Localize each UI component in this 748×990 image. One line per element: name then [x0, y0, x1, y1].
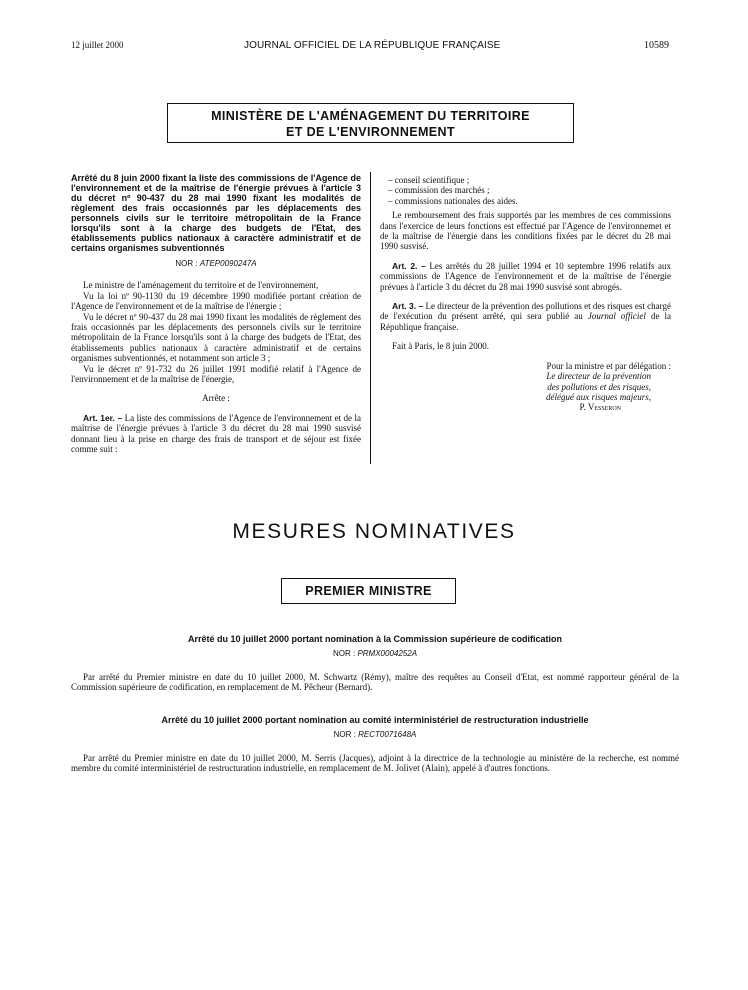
arrete-word: Arrête :	[202, 393, 230, 404]
ministry-line-1: MINISTÈRE DE L'AMÉNAGEMENT DU TERRITOIRE	[211, 109, 530, 123]
nor-code: RECT0071648A	[358, 730, 417, 739]
nomination-2-body	[71, 753, 679, 774]
ministry-line-2: ET DE L'ENVIRONNEMENT	[285, 125, 456, 139]
nomination-2-title: Arrêté du 10 juillet 2000 portant nomination au comité interministériel de restructuration industrielle	[161, 715, 589, 725]
signature-title-3: délégué aux risques majeurs,	[546, 391, 651, 402]
article-3	[380, 301, 671, 332]
journal-officiel-ref: Journal officiel	[587, 311, 646, 322]
nor-reference	[71, 259, 361, 269]
nomination-1-nor	[71, 649, 679, 658]
nomination-1-text: Par arrêté du Premier ministre en date du 10 juillet 2000, M. Schwartz (Rémy), maître des requêtes au Conseil d'Etat, est nommé rapporteur général de la Commission supérieure de codification, en remplacement de M. Pêcheur (Bernard).	[71, 672, 679, 693]
signature-title-2: des pollutions et des risques,	[547, 381, 651, 392]
page-number: 10589	[644, 40, 669, 51]
list-item: – commissions nationales des aides.	[388, 195, 518, 206]
premier-ministre-box	[281, 578, 456, 604]
article-1	[71, 413, 361, 455]
nomination-1-title: Arrêté du 10 juillet 2000 portant nomination à la Commission supérieure de codification	[187, 634, 563, 644]
header-title: JOURNAL OFFICIEL DE LA RÉPUBLIQUE FRANÇAISE	[244, 40, 501, 51]
article-1-text: La liste des commissions de l'Agence de l'environnement et de la maîtrise de l'énergie prévues à l'article 3 du décret du 28 mai 1990 susvisé donnant lieu à la prise en charge des frais de transport et de séjour est fixée comme suit :	[71, 412, 361, 455]
article-3-text-b: de la République française.	[380, 311, 671, 332]
list-item: – conseil scientifique ;	[388, 175, 470, 185]
ministry-heading-box	[167, 103, 574, 143]
article-2	[380, 261, 671, 292]
arrete-title: Arrêté du 8 juin 2000 fixant la liste des commissions de l'Agence de l'environnement et de la maîtrise de l'énergie prévues à l'article 3 du décret nº 90-437 du 28 mai 1990 fixant les modalités de règlement des frais occasionnés par les déplacements des personnels civils sur le territoire métropolitain de la France lorsqu'ils sont à la charge des budgets de l'Etat, des établissements publics nationaux à caractère administratif et de certains organismes subventionnés	[71, 173, 361, 253]
nor-label: NOR :	[332, 649, 356, 658]
section-heading-mesures-nominatives: MESURES NOMINATIVES	[232, 520, 516, 543]
article-2-text: Les arrêtés du 28 juillet 1994 et 10 septembre 1996 relatifs aux commissions de l'Agence de l'environnement et de la maîtrise de l'énergie prévues à l'article 3 du décret du 28 mai 1990 susvisé sont abrogés.	[380, 260, 671, 292]
vu-paragraph-2: Vu le décret nº 90-437 du 28 mai 1990 fixant les modalités de règlement des frais occasionnés par les déplacements des personnels civils sur le territoire métropolitain de la France lorsqu'ils sont à la charge des budgets de l'Etat, des établissements publics nationaux à caractère administratif et de certains organismes subventionnés, et notamment son article 3 ;	[71, 311, 361, 364]
commission-list	[380, 175, 671, 206]
list-item: – commission des marchés ;	[388, 185, 490, 196]
signatory-name: P. Vesseron	[579, 402, 621, 413]
fait-a-paris: Fait à Paris, le 8 juin 2000.	[392, 341, 489, 352]
header-date: 12 juillet 2000	[71, 40, 124, 50]
right-column	[380, 173, 671, 413]
signature-delegation: Pour la ministre et par délégation :	[546, 360, 671, 371]
vu-paragraph-1: Vu la loi nº 90-1130 du 19 décembre 1990 modifiée portant création de l'Agence de l'environnement et de la maîtrise de l'énergie ;	[71, 290, 361, 312]
premier-ministre-label: PREMIER MINISTRE	[305, 584, 432, 598]
article-3-label: Art. 3. –	[392, 301, 424, 312]
column-divider	[370, 172, 371, 464]
vu-paragraph-3: Vu le décret nº 91-732 du 26 juillet 1991 modifié relatif à l'Agence de l'environnement et de la maîtrise de l'énergie,	[71, 363, 361, 385]
left-column	[71, 173, 361, 455]
signature-title-1: Le directeur de la prévention	[546, 371, 651, 382]
article-2-label: Art. 2. –	[392, 260, 426, 271]
nor-label: NOR :	[175, 259, 198, 268]
article-3-text-a: Le directeur de la prévention des pollutions et des risques est chargé de l'exécution du présent arrêté, qui sera publié au	[380, 301, 671, 322]
reimbursement-paragraph: Le remboursement des frais supportés par les membres de ces commissions dans l'exercice de leurs fonctions est effectué par l'Agence de l'environnemet et de la maîtrise de l'énergie dans les conditions fixées par le décret du 28 mai 1990 susvisé.	[380, 210, 671, 252]
intro-paragraph: Le ministre de l'aménagement du territoire et de l'environnement,	[83, 280, 319, 291]
nor-label: NOR :	[333, 730, 356, 739]
article-1-label: Art. 1er. –	[83, 412, 123, 423]
nomination-2-nor	[71, 730, 679, 739]
nomination-1-body	[71, 672, 679, 693]
nomination-2-text: Par arrêté du Premier ministre en date du 10 juillet 2000, M. Serris (Jacques), adjoint à la directrice de la technologie au ministère de la recherche, est nommé membre du comité interministériel de restructuration industrielle, en remplacement de M. Jolivet (Alain), appelé à d'autres fonctions.	[71, 753, 679, 774]
nor-code: ATEP0090247A	[199, 259, 257, 268]
nor-code: PRMX0004252A	[357, 649, 418, 658]
